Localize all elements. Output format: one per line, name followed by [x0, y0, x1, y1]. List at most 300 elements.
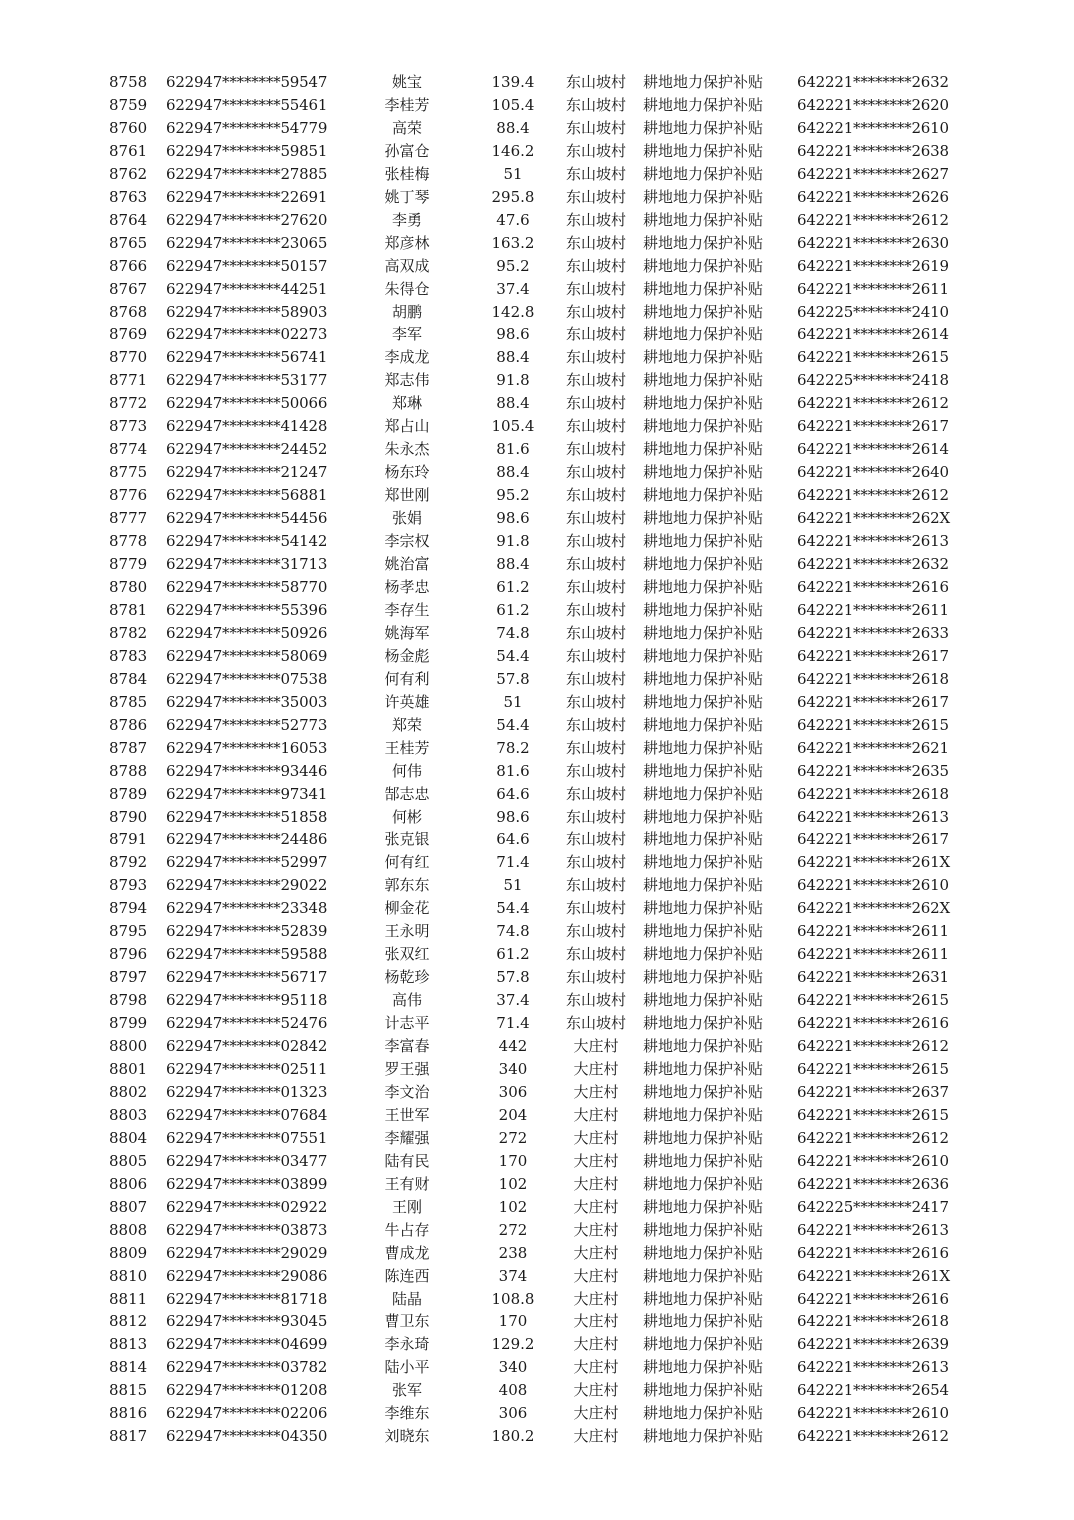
table-row	[0, 209, 1074, 232]
subsidy-amount: 88.4	[496, 555, 530, 574]
subsidy-amount: 306	[498, 1082, 528, 1101]
person-name: 陆小平	[384, 1358, 430, 1377]
serial-number: 8770	[109, 348, 148, 367]
person-name: 牛占存	[384, 1220, 430, 1239]
subsidy-type: 耕地地力保护补贴	[643, 600, 764, 619]
subsidy-type: 耕地地力保护补贴	[643, 1243, 764, 1262]
id-number: 642221********2616	[797, 1014, 949, 1033]
id-number: 642221********2610	[797, 118, 949, 137]
account-number: 622947********41428	[166, 417, 328, 436]
subsidy-amount: 64.6	[496, 830, 530, 849]
subsidy-amount: 102	[498, 1197, 528, 1216]
subsidy-amount: 295.8	[491, 187, 535, 206]
subsidy-amount: 408	[498, 1381, 528, 1400]
person-name: 郑世刚	[384, 486, 430, 505]
table-row	[0, 691, 1074, 714]
subsidy-amount: 129.2	[491, 1335, 535, 1354]
subsidy-type: 耕地地力保护补贴	[643, 623, 764, 642]
serial-number: 8763	[109, 187, 148, 206]
id-number: 642221********2615	[797, 991, 949, 1010]
serial-number: 8815	[109, 1381, 148, 1400]
id-number: 642221********261X	[797, 1266, 950, 1285]
person-name: 郑琳	[391, 394, 422, 413]
table-row	[0, 553, 1074, 576]
subsidy-amount: 74.8	[496, 623, 530, 642]
id-number: 642221********2638	[797, 141, 949, 160]
person-name: 许英雄	[384, 692, 430, 711]
person-name: 何有利	[384, 669, 430, 688]
subsidy-type: 耕地地力保护补贴	[643, 830, 764, 849]
account-number: 622947********21247	[166, 463, 328, 482]
village-name: 东山坡村	[565, 394, 626, 413]
person-name: 杨孝忠	[384, 577, 430, 596]
account-number: 622947********95118	[166, 991, 328, 1010]
id-number: 642221********2613	[797, 532, 949, 551]
subsidy-amount: 61.2	[496, 577, 530, 596]
account-number: 622947********29086	[166, 1266, 328, 1285]
person-name: 姚宝	[391, 73, 422, 91]
subsidy-type: 耕地地力保护补贴	[643, 1404, 764, 1423]
serial-number: 8775	[109, 463, 148, 482]
serial-number: 8773	[109, 417, 148, 436]
account-number: 622947********52773	[166, 715, 328, 734]
subsidy-amount: 88.4	[496, 118, 530, 137]
table-row	[0, 966, 1074, 989]
village-name: 东山坡村	[565, 210, 626, 229]
person-name: 胡鹏	[391, 302, 422, 321]
id-number: 642225********2418	[797, 371, 949, 390]
serial-number: 8810	[109, 1266, 148, 1285]
village-name: 东山坡村	[565, 784, 626, 803]
table-row	[0, 255, 1074, 278]
id-number: 642221********261X	[797, 853, 950, 872]
subsidy-amount: 81.6	[496, 440, 530, 459]
serial-number: 8812	[109, 1312, 148, 1331]
subsidy-amount: 163.2	[491, 233, 535, 252]
id-number: 642221********2621	[797, 738, 949, 757]
serial-number: 8778	[109, 532, 148, 551]
subsidy-type: 耕地地力保护补贴	[643, 1220, 764, 1239]
serial-number: 8769	[109, 325, 148, 344]
account-number: 622947********01323	[166, 1082, 328, 1101]
id-number: 642221********2636	[797, 1174, 949, 1193]
table-row	[0, 851, 1074, 874]
person-name: 高双成	[384, 256, 430, 275]
account-number: 622947********56717	[166, 968, 328, 987]
table-row	[0, 346, 1074, 369]
subsidy-type: 耕地地力保护补贴	[643, 876, 764, 895]
subsidy-amount: 54.4	[496, 899, 530, 918]
village-name: 大庄村	[573, 1128, 619, 1147]
village-name: 东山坡村	[565, 876, 626, 895]
table-row	[0, 1081, 1074, 1104]
subsidy-amount: 54.4	[496, 715, 530, 734]
table-row	[0, 163, 1074, 186]
table-row	[0, 989, 1074, 1012]
subsidy-type: 耕地地力保护补贴	[643, 463, 764, 482]
table-row	[0, 232, 1074, 255]
subsidy-type: 耕地地力保护补贴	[643, 991, 764, 1010]
person-name: 曹成龙	[384, 1243, 430, 1262]
table-row	[0, 897, 1074, 920]
table-row	[0, 783, 1074, 806]
subsidy-type: 耕地地力保护补贴	[643, 394, 764, 413]
subsidy-type: 耕地地力保护补贴	[643, 1427, 764, 1446]
subsidy-amount: 51	[503, 164, 523, 183]
account-number: 622947********27885	[166, 164, 328, 183]
account-number: 622947********58903	[166, 302, 328, 321]
id-number: 642221********2611	[797, 945, 949, 964]
account-number: 622947********54142	[166, 532, 328, 551]
id-number: 642221********2611	[797, 279, 949, 298]
serial-number: 8759	[109, 95, 148, 114]
village-name: 大庄村	[573, 1358, 619, 1377]
village-name: 东山坡村	[565, 417, 626, 436]
serial-number: 8798	[109, 991, 148, 1010]
subsidy-amount: 142.8	[491, 302, 535, 321]
table-row	[0, 530, 1074, 553]
id-number: 642221********2617	[797, 417, 949, 436]
id-number: 642221********2654	[797, 1381, 949, 1400]
village-name: 大庄村	[573, 1243, 619, 1262]
village-name: 东山坡村	[565, 968, 626, 987]
village-name: 东山坡村	[565, 256, 626, 275]
village-name: 东山坡村	[565, 141, 626, 160]
person-name: 郑占山	[384, 417, 430, 436]
id-number: 642221********2617	[797, 646, 949, 665]
table-row	[0, 301, 1074, 324]
village-name: 东山坡村	[565, 532, 626, 551]
account-number: 622947********27620	[166, 210, 328, 229]
id-number: 642221********2618	[797, 784, 949, 803]
serial-number: 8795	[109, 922, 148, 941]
serial-number: 8776	[109, 486, 148, 505]
serial-number: 8767	[109, 279, 148, 298]
subsidy-type: 耕地地力保护补贴	[643, 210, 764, 229]
subsidy-amount: 95.2	[496, 486, 530, 505]
table-row	[0, 1333, 1074, 1356]
subsidy-type: 耕地地力保护补贴	[643, 1266, 764, 1285]
serial-number: 8799	[109, 1014, 148, 1033]
subsidy-amount: 340	[498, 1059, 528, 1078]
serial-number: 8817	[109, 1427, 148, 1446]
village-name: 东山坡村	[565, 187, 626, 206]
account-number: 622947********55396	[166, 600, 328, 619]
table-row	[0, 1104, 1074, 1127]
account-number: 622947********81718	[166, 1289, 328, 1308]
subsidy-type: 耕地地力保护补贴	[643, 807, 764, 826]
subsidy-type: 耕地地力保护补贴	[643, 348, 764, 367]
village-name: 大庄村	[573, 1381, 619, 1400]
table-row	[0, 1058, 1074, 1081]
subsidy-type: 耕地地力保护补贴	[643, 1059, 764, 1078]
person-name: 张双红	[384, 945, 430, 964]
village-name: 大庄村	[573, 1312, 619, 1331]
person-name: 何伟	[391, 761, 422, 780]
person-name: 李耀强	[384, 1128, 430, 1147]
table-row	[0, 668, 1074, 691]
subsidy-amount: 306	[498, 1404, 528, 1423]
subsidy-amount: 88.4	[496, 394, 530, 413]
village-name: 东山坡村	[565, 577, 626, 596]
table-row	[0, 760, 1074, 783]
subsidy-amount: 374	[498, 1266, 528, 1285]
person-name: 何有红	[384, 853, 430, 872]
person-name: 王桂芳	[384, 738, 430, 757]
village-name: 东山坡村	[565, 95, 626, 114]
table-row	[0, 1242, 1074, 1265]
serial-number: 8809	[109, 1243, 148, 1262]
id-number: 642221********2620	[797, 95, 949, 114]
id-number: 642221********2618	[797, 669, 949, 688]
id-number: 642221********2633	[797, 623, 949, 642]
subsidy-type: 耕地地力保护补贴	[643, 95, 764, 114]
id-number: 642221********2612	[797, 394, 949, 413]
serial-number: 8800	[109, 1037, 148, 1056]
subsidy-amount: 170	[498, 1312, 528, 1331]
village-name: 大庄村	[573, 1174, 619, 1193]
subsidy-amount: 105.4	[491, 417, 535, 436]
person-name: 李军	[391, 325, 422, 344]
serial-number: 8813	[109, 1335, 148, 1354]
subsidy-amount: 105.4	[491, 95, 535, 114]
person-name: 张军	[391, 1381, 422, 1400]
village-name: 东山坡村	[565, 761, 626, 780]
account-number: 622947********59851	[166, 141, 328, 160]
subsidy-amount: 64.6	[496, 784, 530, 803]
serial-number: 8774	[109, 440, 148, 459]
person-name: 陈连西	[384, 1266, 430, 1285]
serial-number: 8814	[109, 1358, 148, 1377]
village-name: 大庄村	[573, 1082, 619, 1101]
village-name: 东山坡村	[565, 509, 626, 528]
table-row	[0, 1310, 1074, 1333]
village-name: 东山坡村	[565, 669, 626, 688]
serial-number: 8796	[109, 945, 148, 964]
serial-number: 8811	[109, 1289, 148, 1308]
subsidy-amount: 61.2	[496, 600, 530, 619]
village-name: 东山坡村	[565, 853, 626, 872]
person-name: 王永明	[384, 922, 430, 941]
table-row	[0, 117, 1074, 140]
subsidy-amount: 180.2	[491, 1427, 535, 1446]
id-number: 642221********2617	[797, 830, 949, 849]
serial-number: 8782	[109, 623, 148, 642]
table-row	[0, 1425, 1074, 1448]
id-number: 642221********2613	[797, 807, 949, 826]
subsidy-amount: 71.4	[496, 1014, 530, 1033]
person-name: 张克银	[384, 830, 430, 849]
subsidy-amount: 88.4	[496, 348, 530, 367]
serial-number: 8764	[109, 210, 148, 229]
village-name: 东山坡村	[565, 830, 626, 849]
account-number: 622947********23348	[166, 899, 328, 918]
id-number: 642221********2612	[797, 1128, 949, 1147]
account-number: 622947********24486	[166, 830, 328, 849]
person-name: 王有财	[384, 1174, 430, 1193]
village-name: 东山坡村	[565, 807, 626, 826]
subsidy-type: 耕地地力保护补贴	[643, 761, 764, 780]
subsidy-type: 耕地地力保护补贴	[643, 164, 764, 183]
id-number: 642221********2610	[797, 1151, 949, 1170]
person-name: 张娟	[391, 509, 422, 528]
account-number: 622947********31713	[166, 555, 328, 574]
subsidy-amount: 98.6	[496, 325, 530, 344]
table-row	[0, 1402, 1074, 1425]
person-name: 李永琦	[384, 1335, 430, 1354]
village-name: 东山坡村	[565, 233, 626, 252]
table-row	[0, 920, 1074, 943]
subsidy-type: 耕地地力保护补贴	[643, 256, 764, 275]
person-name: 姚丁琴	[384, 187, 430, 206]
id-number: 642221********2613	[797, 1220, 949, 1239]
subsidy-type: 耕地地力保护补贴	[643, 1358, 764, 1377]
village-name: 东山坡村	[565, 440, 626, 459]
table-row	[0, 1288, 1074, 1311]
subsidy-type: 耕地地力保护补贴	[643, 899, 764, 918]
village-name: 东山坡村	[565, 899, 626, 918]
id-number: 642221********2611	[797, 600, 949, 619]
village-name: 大庄村	[573, 1037, 619, 1056]
person-name: 李存生	[384, 600, 430, 619]
table-row	[0, 392, 1074, 415]
subsidy-amount: 71.4	[496, 853, 530, 872]
account-number: 622947********52839	[166, 922, 328, 941]
account-number: 622947********01208	[166, 1381, 328, 1400]
subsidy-amount: 54.4	[496, 646, 530, 665]
id-number: 642221********2616	[797, 1289, 949, 1308]
id-number: 642221********2610	[797, 876, 949, 895]
village-name: 大庄村	[573, 1197, 619, 1216]
serial-number: 8808	[109, 1220, 148, 1239]
subsidy-amount: 51	[503, 876, 523, 895]
serial-number: 8787	[109, 738, 148, 757]
account-number: 622947********22691	[166, 187, 328, 206]
person-name: 李勇	[391, 210, 422, 229]
village-name: 东山坡村	[565, 945, 626, 964]
village-name: 东山坡村	[565, 486, 626, 505]
id-number: 642221********2637	[797, 1082, 949, 1101]
village-name: 东山坡村	[565, 623, 626, 642]
subsidy-amount: 98.6	[496, 509, 530, 528]
account-number: 622947********93045	[166, 1312, 328, 1331]
subsidy-amount: 146.2	[491, 141, 535, 160]
subsidy-type: 耕地地力保护补贴	[643, 1381, 764, 1400]
village-name: 东山坡村	[565, 164, 626, 183]
subsidy-amount: 81.6	[496, 761, 530, 780]
subsidy-type: 耕地地力保护补贴	[643, 1128, 764, 1147]
subsidy-amount: 272	[498, 1220, 528, 1239]
serial-number: 8797	[109, 968, 148, 987]
id-number: 642221********2615	[797, 348, 949, 367]
table-row	[0, 323, 1074, 346]
account-number: 622947********07684	[166, 1105, 328, 1124]
subsidy-type: 耕地地力保护补贴	[643, 141, 764, 160]
subsidy-type: 耕地地力保护补贴	[643, 738, 764, 757]
table-row	[0, 599, 1074, 622]
id-number: 642221********2617	[797, 692, 949, 711]
serial-number: 8766	[109, 256, 148, 275]
serial-number: 8768	[109, 302, 148, 321]
table-row	[0, 1356, 1074, 1379]
account-number: 622947********02922	[166, 1197, 328, 1216]
village-name: 东山坡村	[565, 738, 626, 757]
account-number: 622947********02842	[166, 1037, 328, 1056]
person-name: 杨东玲	[384, 463, 430, 482]
serial-number: 8761	[109, 141, 148, 160]
subsidy-type: 耕地地力保护补贴	[643, 371, 764, 390]
table-row	[0, 1219, 1074, 1242]
subsidy-amount: 139.4	[491, 73, 535, 91]
id-number: 642225********2417	[797, 1197, 949, 1216]
account-number: 622947********50066	[166, 394, 328, 413]
account-number: 622947********07538	[166, 669, 328, 688]
account-number: 622947********50157	[166, 256, 328, 275]
person-name: 陆有民	[384, 1151, 430, 1170]
id-number: 642221********262X	[797, 509, 950, 528]
account-number: 622947********16053	[166, 738, 328, 757]
account-number: 622947********58770	[166, 577, 328, 596]
subsidy-type: 耕地地力保护补贴	[643, 532, 764, 551]
serial-number: 8793	[109, 876, 148, 895]
subsidy-amount: 95.2	[496, 256, 530, 275]
serial-number: 8816	[109, 1404, 148, 1423]
person-name: 郜志忠	[384, 784, 430, 803]
account-number: 622947********04350	[166, 1427, 328, 1446]
subsidy-amount: 272	[498, 1128, 528, 1147]
serial-number: 8784	[109, 669, 148, 688]
person-name: 刘晓东	[384, 1427, 430, 1446]
subsidy-amount: 238	[498, 1243, 528, 1262]
serial-number: 8805	[109, 1151, 148, 1170]
village-name: 东山坡村	[565, 646, 626, 665]
village-name: 东山坡村	[565, 555, 626, 574]
subsidy-type: 耕地地力保护补贴	[643, 302, 764, 321]
account-number: 622947********03782	[166, 1358, 328, 1377]
serial-number: 8804	[109, 1128, 148, 1147]
village-name: 东山坡村	[565, 600, 626, 619]
table-row	[0, 94, 1074, 117]
subsidy-type: 耕地地力保护补贴	[643, 1037, 764, 1056]
id-number: 642221********2610	[797, 1404, 949, 1423]
account-number: 622947********59547	[166, 73, 328, 91]
id-number: 642221********2612	[797, 1427, 949, 1446]
id-number: 642221********2615	[797, 1059, 949, 1078]
subsidy-amount: 102	[498, 1174, 528, 1193]
serial-number: 8790	[109, 807, 148, 826]
subsidy-type: 耕地地力保护补贴	[643, 118, 764, 137]
person-name: 曹卫东	[384, 1312, 430, 1331]
subsidy-amount: 170	[498, 1151, 528, 1170]
table-row	[0, 415, 1074, 438]
village-name: 大庄村	[573, 1151, 619, 1170]
person-name: 郑彦林	[384, 233, 430, 252]
serial-number: 8807	[109, 1197, 148, 1216]
village-name: 东山坡村	[565, 463, 626, 482]
account-number: 622947********59588	[166, 945, 328, 964]
account-number: 622947********02206	[166, 1404, 328, 1423]
subsidy-type: 耕地地力保护补贴	[643, 486, 764, 505]
village-name: 大庄村	[573, 1335, 619, 1354]
person-name: 李富春	[384, 1037, 430, 1056]
village-name: 东山坡村	[565, 302, 626, 321]
subsidy-type: 耕地地力保护补贴	[643, 922, 764, 941]
person-name: 姚治富	[384, 555, 430, 574]
village-name: 大庄村	[573, 1266, 619, 1285]
person-name: 朱永杰	[384, 440, 430, 459]
person-name: 柳金花	[384, 899, 430, 918]
serial-number: 8785	[109, 692, 148, 711]
